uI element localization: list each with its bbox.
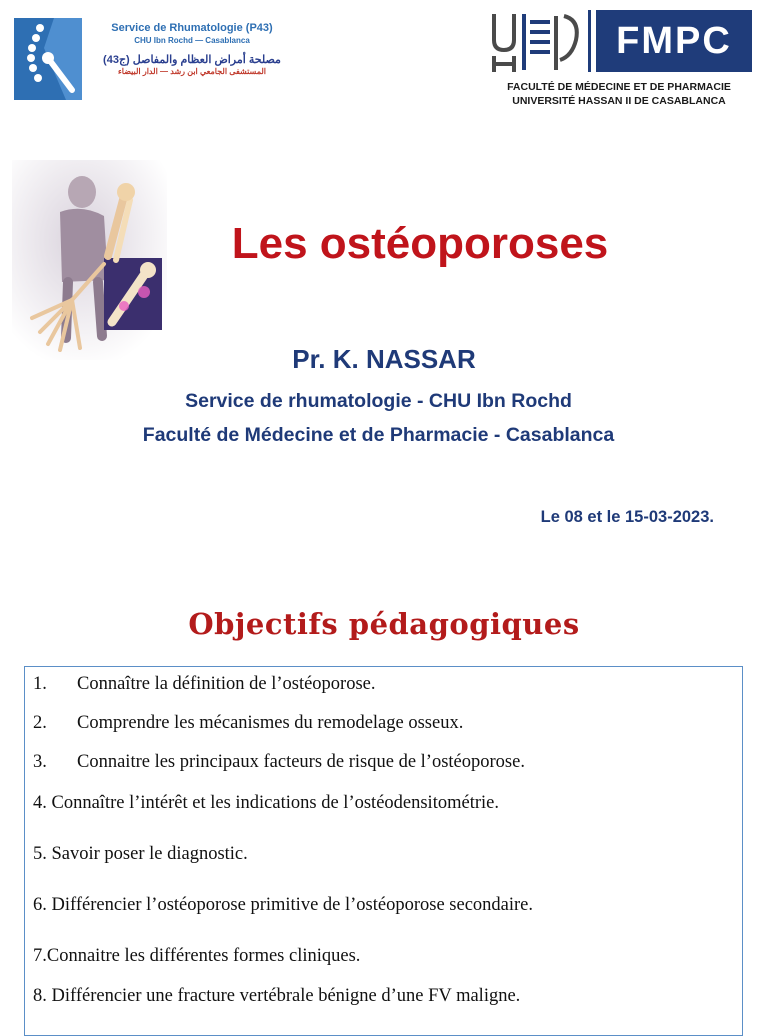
objective-number: 8. xyxy=(33,986,47,1006)
fmpc-logo: FMPC xyxy=(596,10,752,72)
faculty-line-1: FACULTÉ DE MÉDECINE ET DE PHARMACIE xyxy=(507,81,731,93)
objective-text: Connaitre les différentes formes cliniques. xyxy=(46,946,361,966)
objective-text: Connaître la définition de l’ostéoporose. xyxy=(77,674,376,694)
service-title: Service de Rhumatologie (P43) xyxy=(111,22,273,34)
service-title-arabic: مصلحة أمراض العظام والمفاصل (ج43) xyxy=(103,54,281,66)
objective-number: 5. xyxy=(33,844,47,864)
objective-number: 3. xyxy=(33,752,47,772)
objective-number: 1. xyxy=(33,674,47,694)
presentation-date: Le 08 et le 15-03-2023. xyxy=(540,508,714,526)
rheumatology-service-text xyxy=(92,22,292,77)
objective-number: 4. xyxy=(33,793,47,813)
faculty-text xyxy=(486,80,752,108)
objective-text: Connaître l’intérêt et les indications de l’ostéodensitométrie. xyxy=(51,793,499,813)
objective-number: 2. xyxy=(33,713,47,733)
rheumatology-service-logo xyxy=(14,18,82,100)
objective-item xyxy=(33,672,376,696)
objective-item xyxy=(33,893,533,917)
author-name: Pr. K. NASSAR xyxy=(292,344,476,374)
service-subtitle-arabic: المستشفى الجامعي ابن رشد — الدار البيضاء xyxy=(118,67,266,76)
affiliation-line-1: Service de rhumatologie - CHU Ibn Rochd xyxy=(185,390,572,412)
university-hassan-ii-logo xyxy=(490,10,582,74)
objective-item xyxy=(33,944,360,968)
affiliation-line-2: Faculté de Médecine et de Pharmacie - Casablanca xyxy=(142,424,615,446)
objective-item xyxy=(33,750,525,774)
objective-text: Différencier une fracture vertébrale bénigne d’une FV maligne. xyxy=(51,986,521,1006)
objectives-list xyxy=(24,666,743,1036)
osteoporosis-illustration xyxy=(12,160,167,360)
objective-text: Connaitre les principaux facteurs de risque de l’ostéoporose. xyxy=(77,752,525,772)
objective-number: 6. xyxy=(33,895,47,915)
objective-item xyxy=(33,791,499,815)
objective-text: Différencier l’ostéoporose primitive de l’ostéoporose secondaire. xyxy=(51,895,534,915)
objectives-heading: Objectifs pédagogiques xyxy=(188,607,580,641)
presentation-title: Les ostéoporoses xyxy=(231,219,609,268)
logo-separator xyxy=(588,10,591,72)
objective-item xyxy=(33,984,520,1008)
objective-text: Comprendre les mécanismes du remodelage osseux. xyxy=(77,713,464,733)
objective-text: Savoir poser le diagnostic. xyxy=(51,844,248,864)
objective-item xyxy=(33,711,463,735)
objective-item xyxy=(33,842,248,866)
objective-number: 7. xyxy=(33,946,47,966)
faculty-line-2: UNIVERSITÉ HASSAN II DE CASABLANCA xyxy=(512,95,726,107)
service-subtitle: CHU Ibn Rochd — Casablanca xyxy=(134,36,250,45)
